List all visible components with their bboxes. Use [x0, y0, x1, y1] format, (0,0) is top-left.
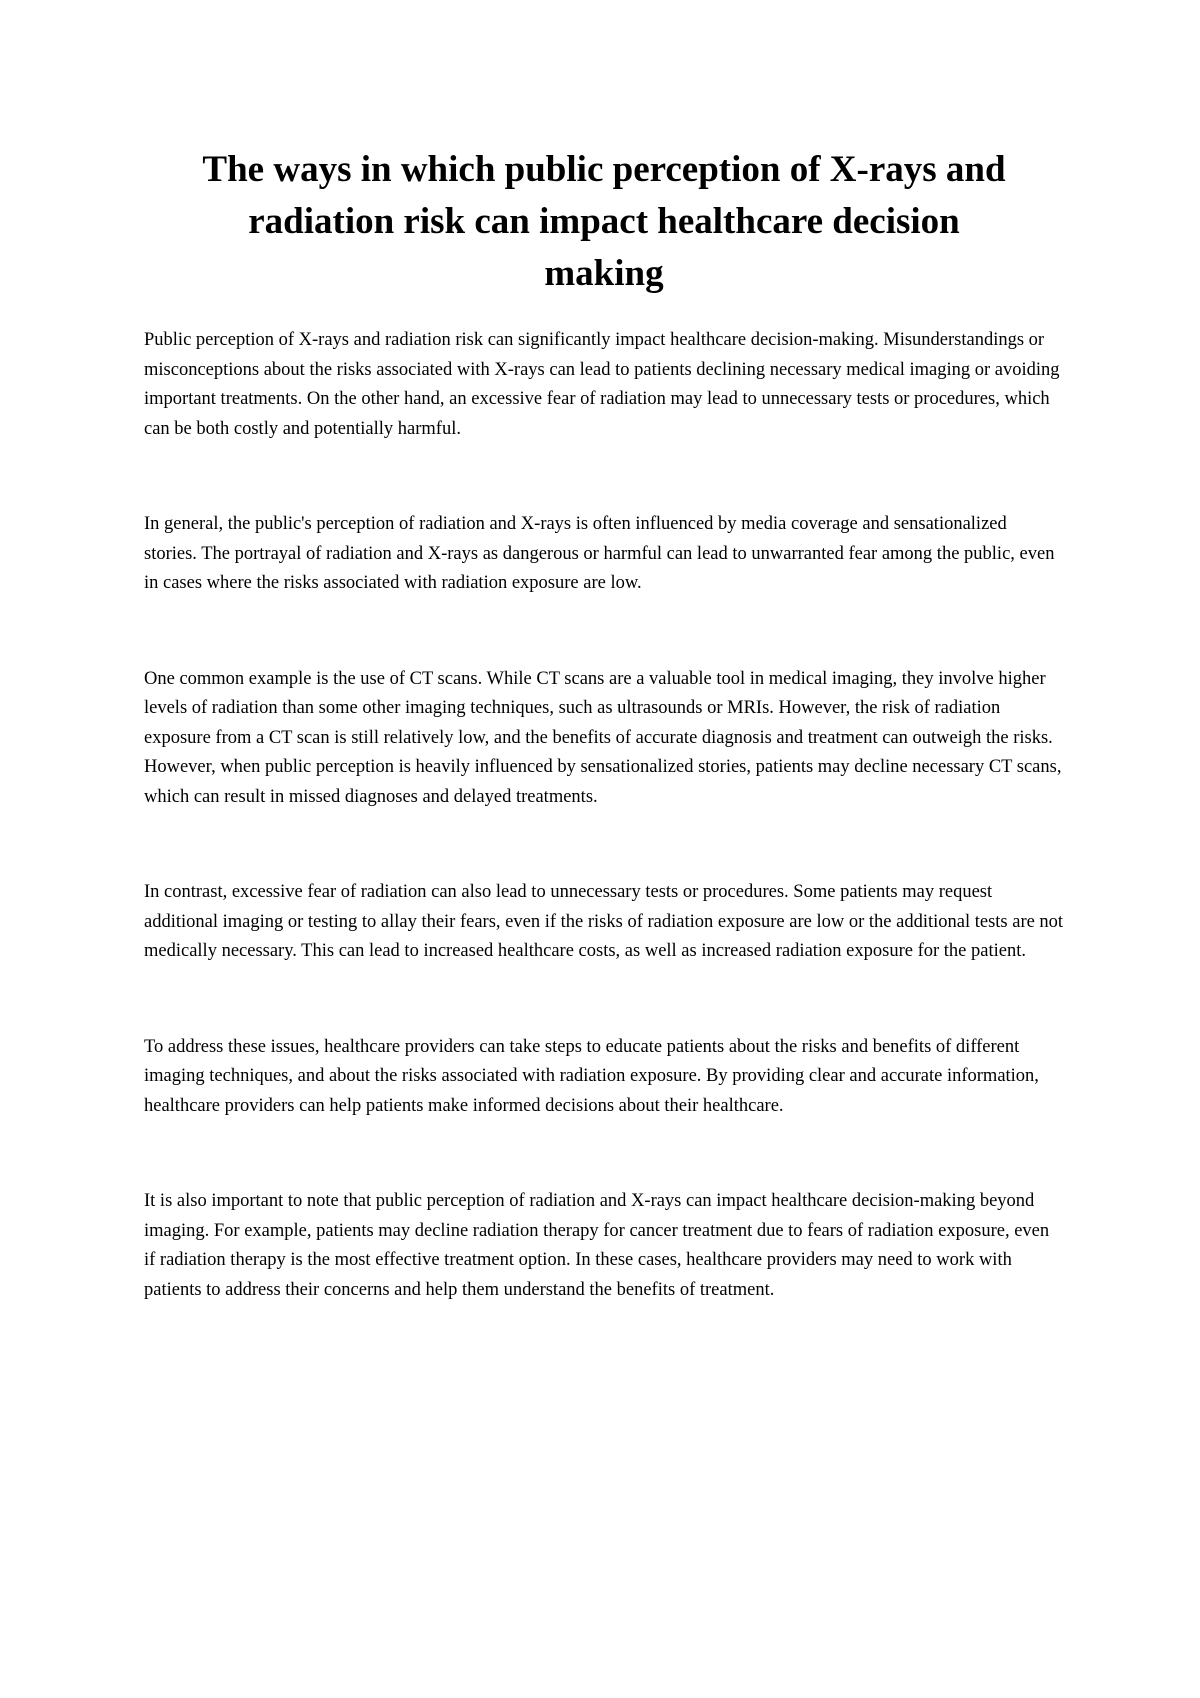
- paragraph-intro: Public perception of X-rays and radiation risk can significantly impact healthcare decision-making. Misunderstandings or misconceptions about the risks associated with X-rays can lead to patients declining necessary medical imaging or avoiding important treatments. On the other hand, an excessive fear of radiation may lead to unnecessary tests or procedures, which can be both costly and potentially harmful.: [144, 330, 1060, 439]
- document-title: The ways in which public perception of X-rays and radiation risk can impact healthcare decision making: [202, 149, 1006, 294]
- paragraph-education: To address these issues, healthcare providers can take steps to educate patients about the risks and benefits of different imaging techniques, and about the risks associated with radiation exposure. By providing clear and accurate information, healthcare providers can help patients make informed decisions about their healthcare.: [144, 1036, 1039, 1116]
- document-body: [144, 144, 1064, 1371]
- paragraph-media-influence: In general, the public's perception of radiation and X-rays is often influenced by media coverage and sensationalized stories. The portrayal of radiation and X-rays as dangerous or harmful can lead to unwarranted fear among the public, even in cases where the risks associated with radiation exposure are low.: [144, 514, 1055, 593]
- paragraph-beyond-imaging: It is also important to note that public perception of radiation and X-rays can impact healthcare decision-making beyond imaging. For example, patients may decline radiation therapy for cancer treatment due to fears of radiation exposure, even if radiation therapy is the most effective treatment option. In these cases, healthcare providers may need to work with patients to address their concerns and help them understand the benefits of treatment.: [144, 1191, 1050, 1300]
- paragraph-ct-scans: One common example is the use of CT scans. While CT scans are a valuable tool in medical imaging, they involve higher levels of radiation than some other imaging techniques, such as ultrasounds or MRIs. However, the risk of radiation exposure from a CT scan is still relatively low, and the benefits of accurate diagnosis and treatment can outweigh the risks. However, when public perception is heavily influenced by sensationalized stories, patients may decline necessary CT scans, which can result in missed diagnoses and delayed treatments.: [144, 668, 1062, 807]
- paragraph-excessive-fear: In contrast, excessive fear of radiation can also lead to unnecessary tests or procedures. Some patients may request additional imaging or testing to allay their fears, even if the risks of radiation exposure are low or the additional tests are not medically necessary. This can lead to increased healthcare costs, as well as increased radiation exposure for the patient.: [144, 882, 1064, 961]
